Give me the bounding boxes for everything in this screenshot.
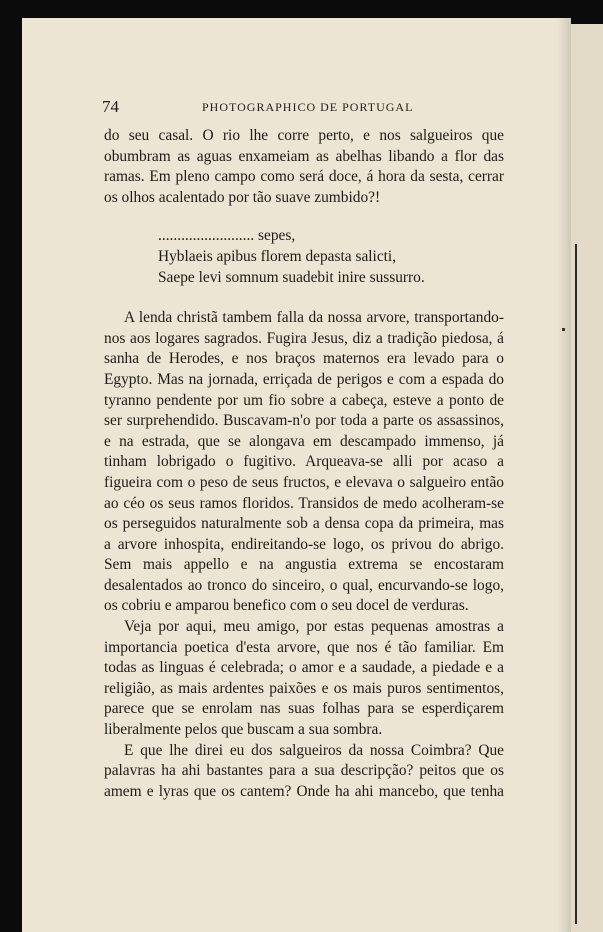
- paragraph-2: A lenda christã tambem falla da nossa arvore, transportando-nos aos logares sagrados. Fugira Jesus, diz a tradição piedosa, á sanha de Herodes, e nos braços maternos era levado para o Egypto. Mas na jornada, erriçada de perigos e com a espada do tyranno pendente por um fio sobre a cabeça, esteve a ponto de ser surprehendido. Buscavam-n'o por toda a parte os assassinos, e na estrada, que se alongava em descampado immenso, já tinham lobrigado o fugitivo. Arqueava-se alli por acaso a figueira com o peso de seus fructos, e elevava o salgueiro então ao céo os seus ramos floridos. Transidos de medo acolheram-se os perseguidos naturalmente sob a densa copa da primeira, mas a arvore inhospita, endireitando-se logo, os privou do abrigo. Sem mais appello e na angustia extrema se encostaram desalentados ao tronco do sinceiro, o qual, encurvando-se logo, os cobriu e amparou benefico com o seu docel de verduras.: [104, 309, 504, 615]
- running-title: PHOTOGRAPHICO DE PORTUGAL: [202, 100, 414, 114]
- adjacent-page-edge: [571, 24, 603, 932]
- paragraph-4: E que lhe direi eu dos salgueiros da nossa Coimbra? Que palavras ha ahi bastantes para a sua descripção? peitos que os amem e lyras que os cantem? Onde ha ahi mancebo, que tenha: [104, 741, 504, 800]
- page-number: 74: [102, 97, 119, 116]
- page-fold-line: [575, 244, 577, 924]
- verse-line-3: Saepe levi somnum suadebit inire sussurro.: [158, 268, 425, 286]
- paragraph-1: do seu casal. O rio lhe corre perto, e nos salgueiros que obumbram as aguas enxameiam as abelhas libando a flor das ramas. Em pleno campo como será doce, á hora da sesta, cerrar os olhos acalentado por tão suave zumbido?!: [104, 127, 504, 206]
- verse-line-1: ......................... sepes,: [158, 227, 296, 245]
- ink-speck: [562, 328, 565, 331]
- latin-verse: [158, 226, 504, 288]
- paragraph-3: Veja por aqui, meu amigo, por estas pequenas amostras a importancia poetica d'esta arvore, que nos é tão familiar. Em todas as linguas é celebrada; o amor e a saudade, a piedade e a religião, as mais ardentes paixões e os mais puros sentimentos, parece que se enrolam nas suas folhas para se esperdiçarem liberalmente pelos que buscam a sua sombra.: [104, 618, 504, 739]
- page-header: [102, 97, 502, 117]
- verse-line-2: Hyblaeis apibus florem depasta salicti,: [158, 247, 397, 265]
- page-body: [104, 126, 504, 802]
